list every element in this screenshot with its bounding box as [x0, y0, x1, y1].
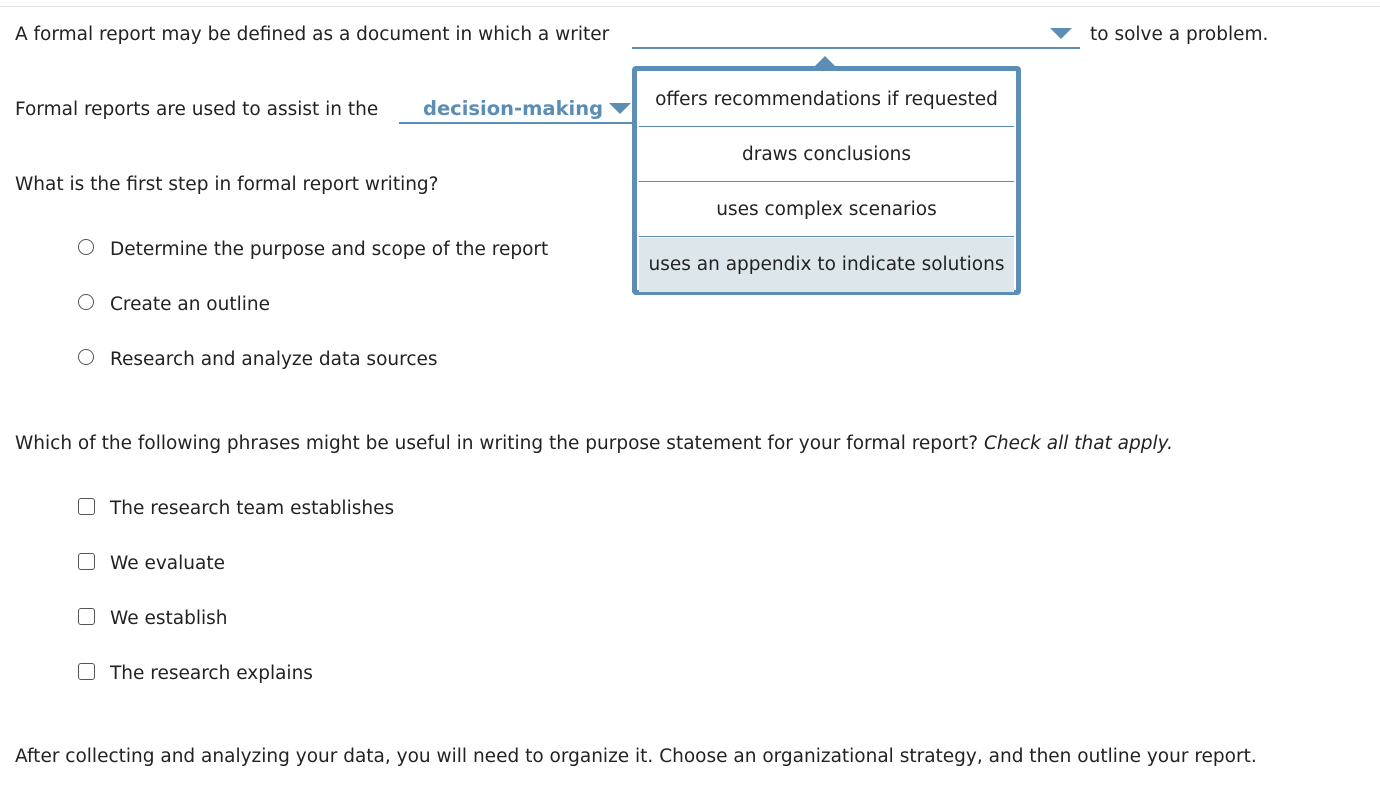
checkbox-label-we-evaluate[interactable]: We evaluate: [110, 553, 225, 574]
chevron-down-icon: [1050, 28, 1072, 39]
q4-question: [15, 433, 1173, 455]
q4-question-text: Which of the following phrases might be useful in writing the purpose statement for your formal report?: [15, 433, 979, 454]
option-offers-recommendations[interactable]: offers recommendations if requested: [639, 73, 1014, 127]
radio-label-research-analyze[interactable]: Research and analyze data sources: [110, 349, 438, 370]
option-draws-conclusions[interactable]: draws conclusions: [639, 128, 1014, 182]
checkbox-research-team-establishes[interactable]: [78, 498, 95, 515]
q1-dropdown-menu: [632, 66, 1021, 295]
checkbox-research-explains[interactable]: [78, 663, 95, 680]
q2-text-before: Formal reports are used to assist in the: [15, 99, 379, 120]
option-complex-scenarios[interactable]: uses complex scenarios: [639, 183, 1014, 237]
checkbox-we-establish[interactable]: [78, 608, 95, 625]
q1-text-before: A formal report may be defined as a document in which a writer: [15, 24, 610, 45]
instruction-text: After collecting and analyzing your data, you will need to organize it. Choose an organizational strategy, and then outline your report.: [15, 746, 1257, 767]
checkbox-we-evaluate[interactable]: [78, 553, 95, 570]
q2-select[interactable]: [399, 94, 639, 124]
q1-text-after: to solve a problem.: [1090, 24, 1269, 45]
top-divider: [0, 6, 1380, 7]
radio-research-analyze[interactable]: [78, 349, 94, 365]
checkbox-label-we-establish[interactable]: We establish: [110, 608, 228, 629]
option-appendix-solutions[interactable]: uses an appendix to indicate solutions: [639, 238, 1014, 292]
radio-create-outline[interactable]: [78, 294, 94, 310]
q2-selected-value: decision-making: [423, 97, 604, 120]
q1-select[interactable]: [632, 19, 1080, 49]
q3-question: What is the first step in formal report writing?: [15, 174, 439, 195]
chevron-down-icon: [609, 103, 631, 114]
checkbox-label-research-team-establishes[interactable]: The research team establishes: [110, 498, 395, 519]
radio-label-create-outline[interactable]: Create an outline: [110, 294, 270, 315]
radio-label-purpose-scope[interactable]: Determine the purpose and scope of the report: [110, 239, 549, 260]
radio-purpose-scope[interactable]: [78, 239, 94, 255]
q4-instruction: Check all that apply.: [983, 433, 1174, 454]
checkbox-label-research-explains[interactable]: The research explains: [110, 663, 313, 684]
